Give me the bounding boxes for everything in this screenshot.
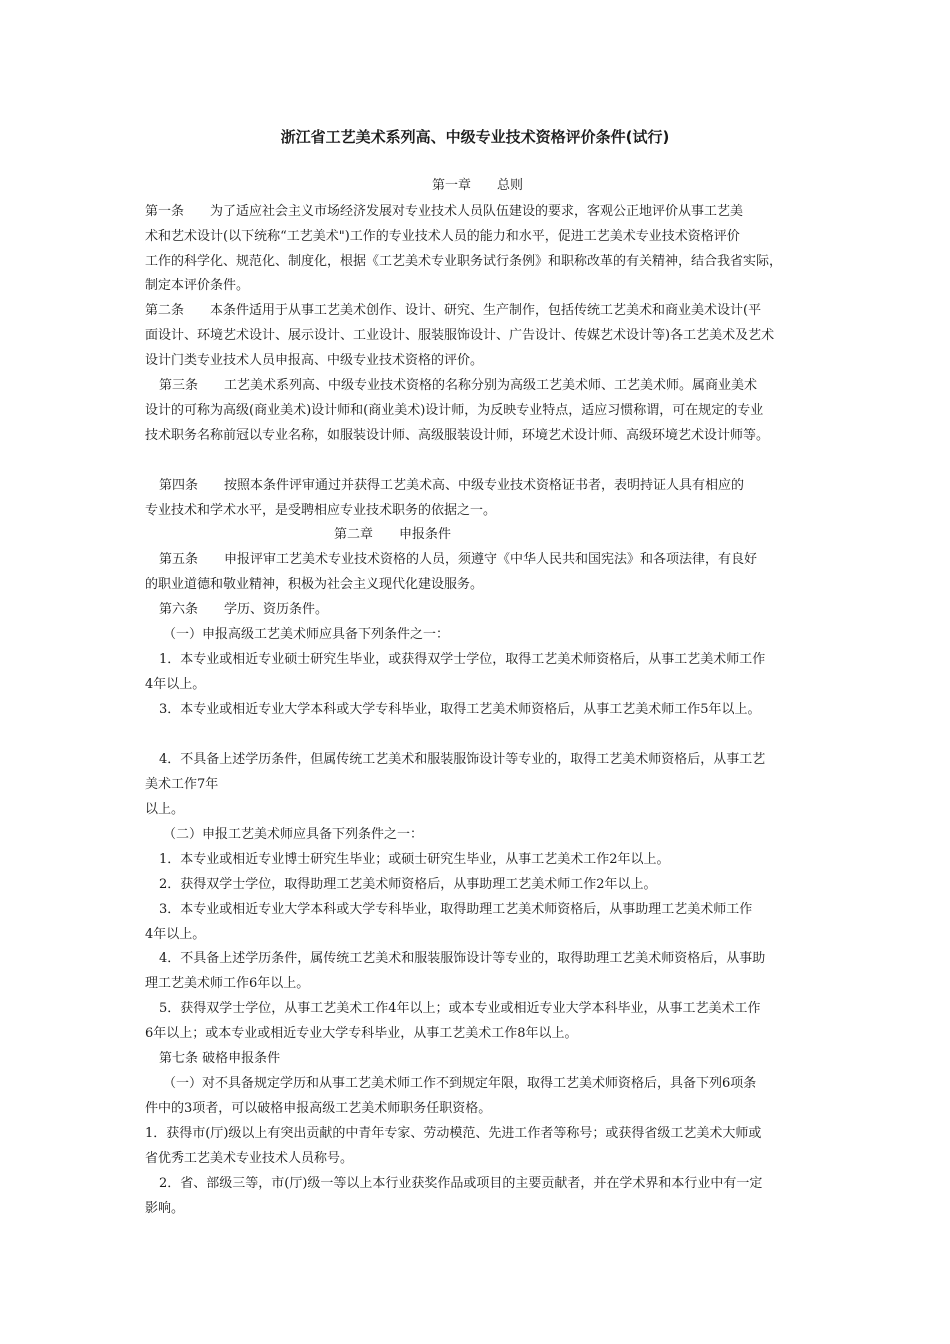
article-3-line: 设计的可称为高级(商业美术)设计师和(商业美术)设计师，为反映专业特点，适应习惯称谓，可在规定的专业 xyxy=(145,403,764,418)
article-3-line: 第三条 工艺美术系列高、中级专业技术资格的名称分别为高级工艺美术师、工艺美术师。属商业美术 xyxy=(159,378,758,393)
clause-line: 2．省、部级三等，市(厅)级一等以上本行业获奖作品或项目的主要贡献者，并在学术界和本行业中有一定 xyxy=(159,1176,763,1191)
article-1-line: 工作的科学化、规范化、制度化，根据《工艺美术专业职务试行条例》和职称改革的有关精神，结合我省实际， xyxy=(145,254,783,269)
document-title: 浙江省工艺美术系列高、中级专业技术资格评价条件(试行) xyxy=(280,128,670,146)
clause-line: 4．不具备上述学历条件，属传统工艺美术和服装服饰设计等专业的，取得助理工艺美术师资格后，从事助 xyxy=(159,951,766,966)
article-7-heading: 第七条 破格申报条件 xyxy=(159,1051,281,1066)
clause-line: 理工艺美术师工作6年以上。 xyxy=(145,976,310,991)
article-4-line: 第四条 按照本条件评审通过并获得工艺美术高、中级专业技术资格证书者，表明持证人具有相应的 xyxy=(159,478,745,493)
clause-line: 件中的3项者，可以破格申报高级工艺美术师职务任职资格。 xyxy=(145,1101,492,1116)
article-4-line: 专业技术和学术水平，是受聘相应专业技术职务的依据之一。 xyxy=(145,503,497,518)
clause-line: 省优秀工艺美术专业技术人员称号。 xyxy=(145,1151,354,1166)
article-1-line: 第一条 为了适应社会主义市场经济发展对专业技术人员队伍建设的要求，客观公正地评价从事工艺美 xyxy=(145,204,744,219)
clause-line: （二）申报工艺美术师应具备下列条件之一： xyxy=(163,827,424,842)
clause-line: 4．不具备上述学历条件，但属传统工艺美术和服装服饰设计等专业的，取得工艺美术师资格后，从事工艺 xyxy=(159,752,766,767)
clause-line: 3．本专业或相近专业大学本科或大学专科毕业，取得助理工艺美术师资格后，从事助理工艺美术师工作 xyxy=(159,902,753,917)
clause-line: 2．获得双学士学位，取得助理工艺美术师资格后，从事助理工艺美术师工作2年以上。 xyxy=(159,877,657,892)
clause-line: 4年以上。 xyxy=(145,677,206,692)
article-2-line: 设计门类专业技术人员申报高、中级专业技术资格的评价。 xyxy=(145,353,484,368)
clause-line: 5．获得双学士学位，从事工艺美术工作4年以上；或本专业或相近专业大学本科毕业，从事工艺美术工作 xyxy=(159,1001,761,1016)
clause-line: 影响。 xyxy=(145,1201,185,1216)
article-3-line: 技术职务名称前冠以专业名称，如服装设计师、高级服装设计师，环境艺术设计师、高级环境艺术设计师等。 xyxy=(145,428,770,443)
clause-line: 6年以上；或本专业或相近专业大学专科毕业，从事工艺美术工作8年以上。 xyxy=(145,1026,578,1041)
clause-line: 4年以上。 xyxy=(145,927,206,942)
clause-line: 3．本专业或相近专业大学本科或大学专科毕业，取得工艺美术师资格后，从事工艺美术师工作5年以上。 xyxy=(159,702,761,717)
clause-line: 1．获得市(厅)级以上有突出贡献的中青年专家、劳动模范、先进工作者等称号；或获得省级工艺美术大师或 xyxy=(145,1126,762,1141)
chapter-2-heading: 第二章 申报条件 xyxy=(334,527,452,542)
clause-line: 以上。 xyxy=(145,802,185,817)
article-1-line: 术和艺术设计(以下统称“工艺美术")工作的专业技术人员的能力和水平，促进工艺美术专业技术资格评价 xyxy=(145,229,740,244)
clause-line: 美术工作7年 xyxy=(145,777,219,792)
article-5-line: 第五条 申报评审工艺美术专业技术资格的人员，须遵守《中华人民共和国宪法》和各项法律，有良好 xyxy=(159,552,758,567)
article-2-line: 第二条 本条件适用于从事工艺美术创作、设计、研究、生产制作，包括传统工艺美术和商业美术设计(平 xyxy=(145,303,762,318)
clause-line: 1．本专业或相近专业博士研究生毕业；或硕士研究生毕业，从事工艺美术工作2年以上。 xyxy=(159,852,670,867)
clause-line: （一）申报高级工艺美术师应具备下列条件之一： xyxy=(163,627,450,642)
article-6-line: 第六条 学历、资历条件。 xyxy=(159,602,329,617)
article-5-line: 的职业道德和敬业精神，积极为社会主义现代化建设服务。 xyxy=(145,577,484,592)
clause-line: （一）对不具备规定学历和从事工艺美术师工作不到规定年限，取得工艺美术师资格后，具备下列6项条 xyxy=(163,1076,757,1091)
article-2-line: 面设计、环境艺术设计、展示设计、工业设计、服装服饰设计、广告设计、传媒艺术设计等)各工艺美术及艺术 xyxy=(145,328,775,343)
clause-line: 1．本专业或相近专业硕士研究生毕业，或获得双学士学位，取得工艺美术师资格后，从事工艺美术师工作 xyxy=(159,652,766,667)
chapter-1-heading: 第一章 总则 xyxy=(432,178,524,193)
article-1-line: 制定本评价条件。 xyxy=(145,278,250,293)
